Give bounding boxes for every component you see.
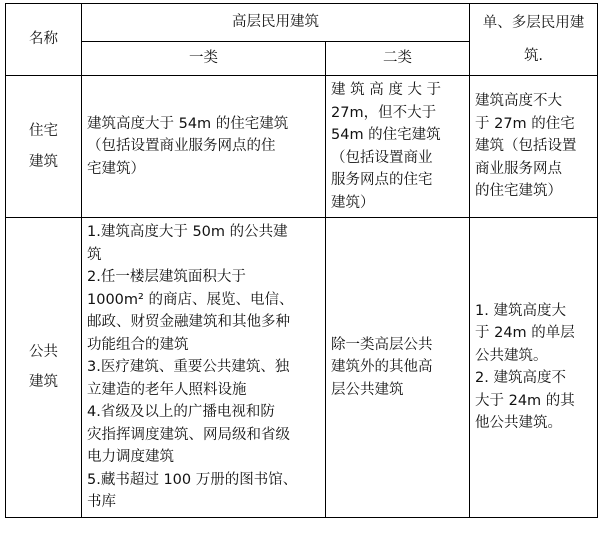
header-class-two-label: 二类: [383, 50, 412, 67]
building-classification-table: [5, 3, 598, 518]
cell-line: 大于 24m 的其: [475, 392, 575, 409]
cell-line: 54m 的住宅建筑: [331, 127, 441, 143]
row-name-line: 建筑: [29, 153, 58, 170]
low-rise-cell: [470, 76, 598, 218]
cell-line: 层公共建筑: [331, 381, 404, 398]
row-name-line: 建筑: [29, 374, 58, 391]
class-two-cell: [326, 218, 470, 518]
header-low-rise-line: 单、多层民用建: [482, 15, 585, 31]
cell-line: 建筑）: [331, 194, 375, 211]
cell-line: 的住宅建筑）: [475, 183, 562, 200]
cell-line: 邮政、财贸金融建筑和其他多种: [87, 314, 290, 330]
row-name-line: 公共: [29, 343, 58, 360]
cell-line: 27m，但不大于: [331, 104, 437, 121]
cell-line: 筑: [87, 246, 102, 263]
cell-line: 3.医疗建筑、重要公共建筑、独: [87, 359, 290, 375]
header-name-cell: [6, 4, 82, 76]
cell-line: 建筑高度不大: [475, 93, 562, 110]
cell-line: 电力调度建筑: [87, 449, 174, 465]
cell-line: 服务网点的住宅: [331, 172, 433, 188]
table-row-public: [6, 218, 598, 518]
cell-line: 1000m² 的商店、展览、电信、: [87, 291, 294, 308]
class-two-cell: [326, 76, 470, 218]
cell-line: 建筑高度大于 54m 的住宅建筑: [87, 115, 289, 132]
cell-line: 于 27m 的住宅: [475, 115, 575, 132]
cell-line: 建筑（包括设置: [475, 138, 577, 155]
cell-line: 1. 建筑高度大: [475, 302, 566, 319]
row-name-cell: [6, 76, 82, 218]
cell-line: 书库: [87, 494, 116, 510]
class-one-cell: [82, 76, 326, 218]
cell-line: （包括设置商业服务网点的住: [87, 138, 276, 155]
header-low-rise-line: 筑.: [523, 47, 544, 64]
class-one-cell: [82, 218, 326, 518]
cell-line: 灾指挥调度建筑、网局级和省级: [87, 426, 290, 443]
cell-line: 立建造的老年人照料设施: [87, 381, 247, 398]
cell-line: 2.任一楼层建筑面积大于: [87, 269, 246, 285]
cell-line: 5.藏书超过 100 万册的图书馆、: [87, 471, 298, 488]
cell-line: 公共建筑。: [475, 347, 548, 364]
cell-line: 于 24m 的单层: [475, 325, 575, 342]
header-class-one-label: 一类: [189, 50, 218, 67]
low-rise-cell: [470, 218, 598, 518]
cell-line: 他公共建筑。: [475, 415, 562, 432]
cell-line: 宅建筑）: [87, 160, 145, 177]
header-class-one-cell: [82, 42, 326, 76]
header-class-two-cell: [326, 42, 470, 76]
header-low-rise-cell: [470, 4, 598, 76]
cell-line: 4.省级及以上的广播电视和防: [87, 404, 275, 420]
cell-line: 建筑外的其他高: [331, 359, 433, 375]
table-row-residential: [6, 76, 598, 218]
header-high-rise-label: 高层民用建筑: [232, 14, 319, 31]
cell-line: （包括设置商业: [331, 149, 433, 166]
cell-line: 除一类高层公共: [331, 336, 433, 353]
row-name-cell: [6, 218, 82, 518]
cell-line: 1.建筑高度大于 50m 的公共建: [87, 224, 288, 240]
header-row-1: [6, 4, 598, 42]
header-high-rise-cell: [82, 4, 470, 42]
row-name-line: 住宅: [29, 123, 58, 139]
cell-line: 功能组合的建筑: [87, 336, 189, 353]
header-name-label: 名称: [29, 31, 58, 48]
cell-line: 2. 建筑高度不: [475, 370, 566, 387]
cell-line: 建 筑 高 度 大 于: [331, 82, 442, 98]
cell-line: 商业服务网点: [475, 160, 562, 177]
